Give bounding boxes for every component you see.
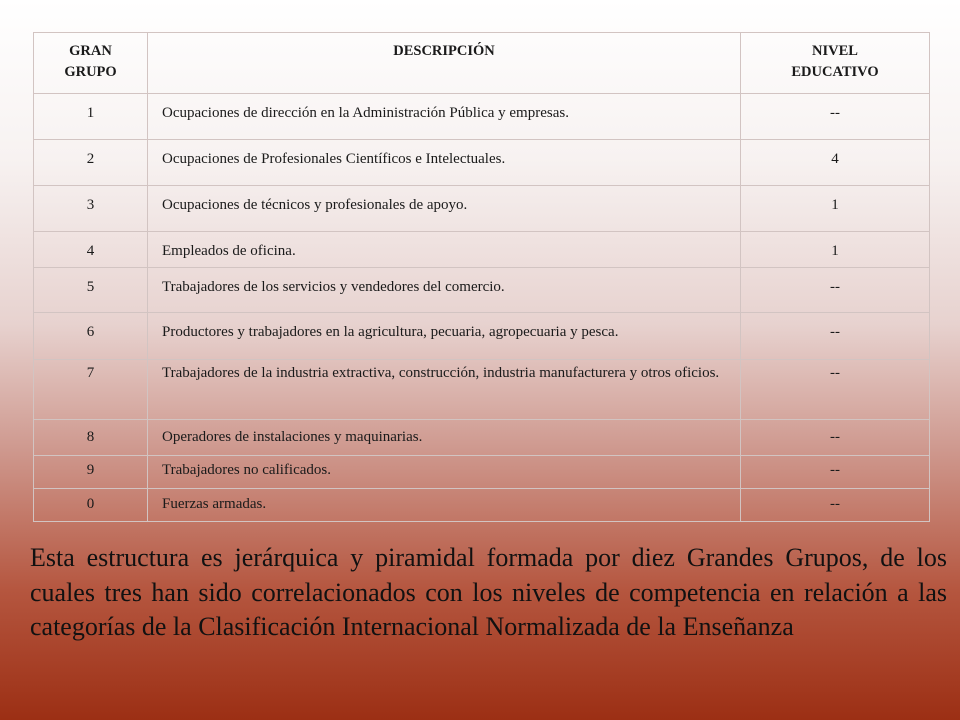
description-paragraph: Esta estructura es jerárquica y piramidal formada por diez Grandes Grupos, de los cuales tres han sido correlacionados con los niveles de competencia en relación a las categorías de la Clasificación Internacional Normalizada de la Enseñanza [30, 543, 947, 641]
table-header-row [34, 33, 930, 94]
level-cell: -- [741, 456, 930, 489]
description-cell: Trabajadores de la industria extractiva, construcción, industria manufacturera y otros oficios. [148, 360, 741, 420]
group-cell: 2 [34, 140, 148, 186]
description-cell: Trabajadores no calificados. [148, 456, 741, 489]
table-row [34, 140, 930, 186]
table-row [34, 420, 930, 456]
header-gran-grupo: GRAN GRUPO [34, 33, 148, 94]
level-cell: -- [741, 489, 930, 522]
level-cell: -- [741, 313, 930, 360]
description-cell: Trabajadores de los servicios y vendedores del comercio. [148, 268, 741, 313]
description-cell: Operadores de instalaciones y maquinarias. [148, 420, 741, 456]
description-cell: Ocupaciones de técnicos y profesionales de apoyo. [148, 186, 741, 232]
description-cell: Productores y trabajadores en la agricultura, pecuaria, agropecuaria y pesca. [148, 313, 741, 360]
level-cell: 4 [741, 140, 930, 186]
level-cell: 1 [741, 186, 930, 232]
group-cell: 5 [34, 268, 148, 313]
group-cell: 8 [34, 420, 148, 456]
level-cell: -- [741, 268, 930, 313]
description-cell: Ocupaciones de Profesionales Científicos e Intelectuales. [148, 140, 741, 186]
table-row [34, 186, 930, 232]
table-row [34, 313, 930, 360]
group-cell: 6 [34, 313, 148, 360]
level-cell: 1 [741, 232, 930, 268]
table-row [34, 94, 930, 140]
table-row [34, 232, 930, 268]
level-cell: -- [741, 94, 930, 140]
table-row [34, 360, 930, 420]
description-cell: Empleados de oficina. [148, 232, 741, 268]
group-cell: 3 [34, 186, 148, 232]
table-row [34, 489, 930, 522]
description-cell: Ocupaciones de dirección en la Administración Pública y empresas. [148, 94, 741, 140]
group-cell: 9 [34, 456, 148, 489]
table-row [34, 268, 930, 313]
occupation-table [33, 32, 930, 522]
header-descripcion: DESCRIPCIÓN [148, 33, 741, 94]
header-nivel-educativo: NIVEL EDUCATIVO [741, 33, 930, 94]
level-cell: -- [741, 360, 930, 420]
level-cell: -- [741, 420, 930, 456]
description-cell: Fuerzas armadas. [148, 489, 741, 522]
group-cell: 7 [34, 360, 148, 420]
group-cell: 0 [34, 489, 148, 522]
group-cell: 1 [34, 94, 148, 140]
table-row [34, 456, 930, 489]
group-cell: 4 [34, 232, 148, 268]
